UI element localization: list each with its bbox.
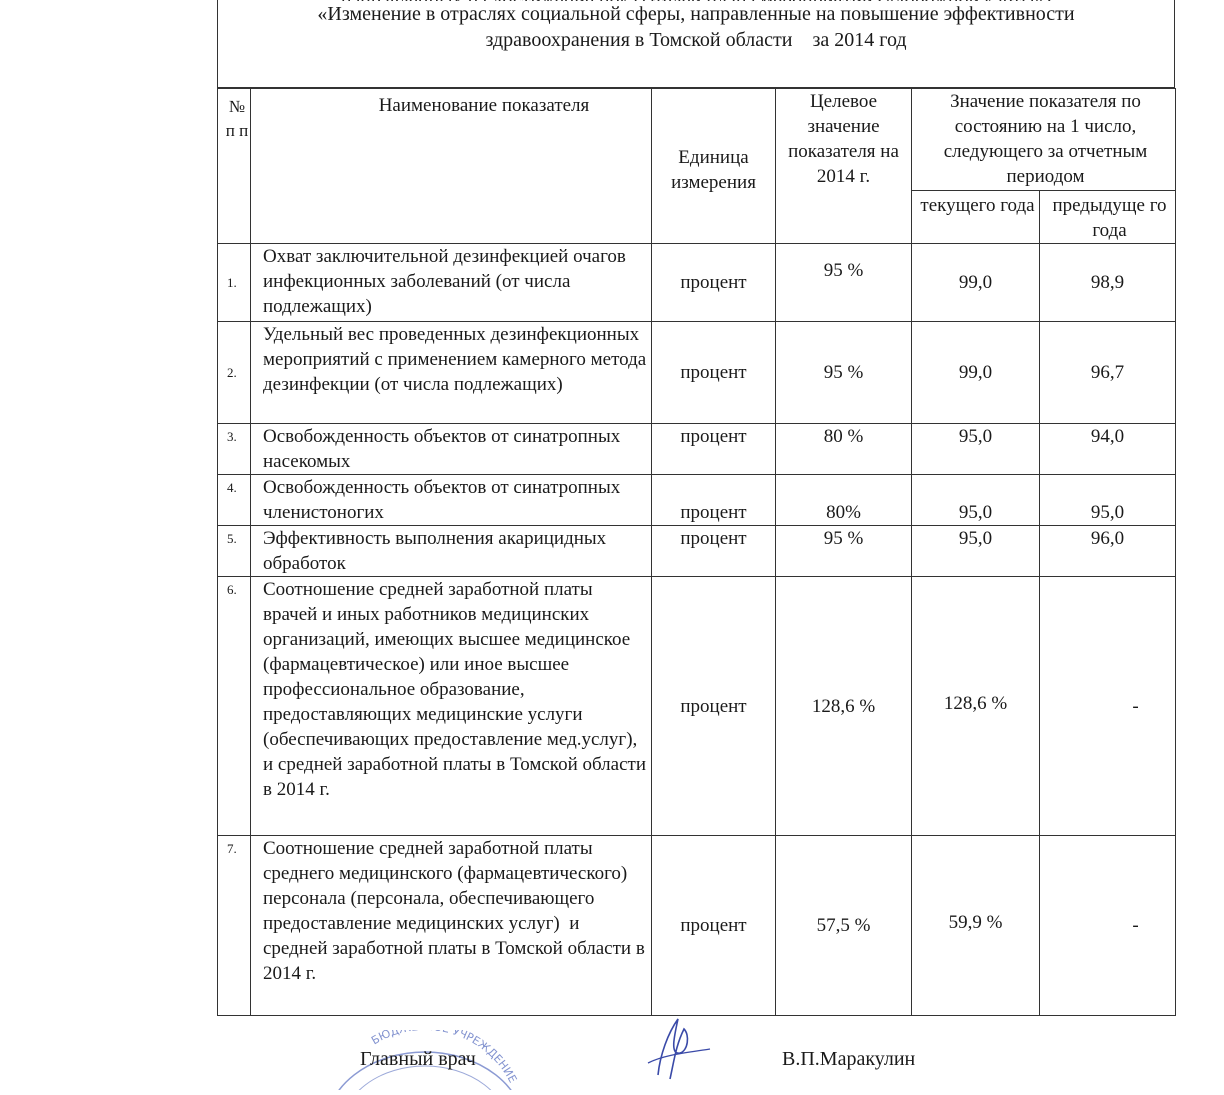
table-row xyxy=(218,475,1176,526)
row-unit: процент xyxy=(652,577,776,836)
row-unit: процент xyxy=(652,424,776,475)
stamp-text: БЮД УЧРЕЖДЕНИЕ xyxy=(369,1030,520,1085)
header-value: Значение показателя по состоянию на 1 число, следующего за отчетным периодом xyxy=(912,89,1176,191)
header-np: № п п xyxy=(218,89,251,244)
row-target: 57,5 % xyxy=(776,836,912,1016)
header-previous: предыдуще го года xyxy=(1040,191,1176,244)
signature xyxy=(640,1015,720,1085)
heading-line-2: «Изменение в отраслях социальной сферы, направленные на повышение эффективности xyxy=(317,3,1075,25)
header-target: Целевое значение показателя на 2014 г. xyxy=(776,89,912,244)
row-current: 99,0 xyxy=(912,244,1040,322)
table-row xyxy=(218,424,1176,475)
row-target: 128,6 % xyxy=(776,577,912,836)
row-previous: 96,7 xyxy=(1040,322,1176,424)
header-current: текущего года xyxy=(912,191,1040,244)
row-name: Эффективность выполнения акарицидных обработок xyxy=(251,526,652,577)
row-number: 4. xyxy=(218,475,251,526)
table-row xyxy=(218,244,1176,322)
row-previous: 95,0 xyxy=(1040,475,1176,526)
header-unit: Единица измерения xyxy=(652,89,776,244)
row-unit: процент xyxy=(652,836,776,1016)
row-name: Охват заключительной дезинфекцией очагов инфекционных заболеваний (от числа подлежащих) xyxy=(251,244,652,322)
table-row xyxy=(218,526,1176,577)
row-previous: - xyxy=(1040,577,1176,836)
row-target: 95 % xyxy=(776,526,912,577)
row-target: 95 % xyxy=(776,244,912,322)
row-current: 95,0 xyxy=(912,475,1040,526)
row-previous: 94,0 xyxy=(1040,424,1176,475)
row-target: 95 % xyxy=(776,322,912,424)
row-name: Удельный вес проведенных дезинфекционных мероприятий с применением камерного метода дезинфекции (от числа подлежащих) xyxy=(251,322,652,424)
row-name: Соотношение средней заработной платы врачей и иных работников медицинских организаций, имеющих высшее медицинское (фармацевтическое) или иное высшее профессиональное образование, предоставляющих медицинские услуги (обеспечивающих предоставление мед.услуг), и средней заработной платы в Томской области в 2014 г. xyxy=(251,577,652,836)
row-number: 3. xyxy=(218,424,251,475)
signer-name: В.П.Маракулин xyxy=(782,1048,916,1070)
row-current: 99,0 xyxy=(912,322,1040,424)
row-number: 7. xyxy=(218,836,251,1016)
row-name: Соотношение средней заработной платы среднего медицинского (фармацевтического) персонала (персонала, обеспечивающего предоставление медицинских услуг) и средней заработной платы в Томской области в 2014 г. xyxy=(251,836,652,1016)
row-target: 80% xyxy=(776,475,912,526)
row-name: Освобожденность объектов от синатропных насекомых xyxy=(251,424,652,475)
header-name: Наименование показателя xyxy=(251,89,652,244)
document-heading xyxy=(217,0,1175,53)
row-number: 6. xyxy=(218,577,251,836)
row-previous: - xyxy=(1040,836,1176,1016)
row-name: Освобожденность объектов от синатропных членистоногих xyxy=(251,475,652,526)
row-previous: 98,9 xyxy=(1040,244,1176,322)
row-number: 5. xyxy=(218,526,251,577)
row-current: 128,6 % xyxy=(912,577,1040,836)
heading-line-3: здравоохранения в Томской области за 2014 год xyxy=(485,29,907,51)
signer-position: Главный врач xyxy=(360,1048,476,1070)
table-row xyxy=(218,322,1176,424)
row-previous: 96,0 xyxy=(1040,526,1176,577)
row-unit: процент xyxy=(652,322,776,424)
table-row xyxy=(218,836,1176,1016)
row-unit: процент xyxy=(652,475,776,526)
row-unit: процент xyxy=(652,244,776,322)
table-row xyxy=(218,577,1176,836)
row-current: 59,9 % xyxy=(912,836,1040,1016)
header-row xyxy=(218,89,1176,191)
row-unit: процент xyxy=(652,526,776,577)
row-number: 2. xyxy=(218,322,251,424)
indicators-table xyxy=(217,88,1176,1016)
row-target: 80 % xyxy=(776,424,912,475)
row-current: 95,0 xyxy=(912,526,1040,577)
row-current: 95,0 xyxy=(912,424,1040,475)
row-number: 1. xyxy=(218,244,251,322)
